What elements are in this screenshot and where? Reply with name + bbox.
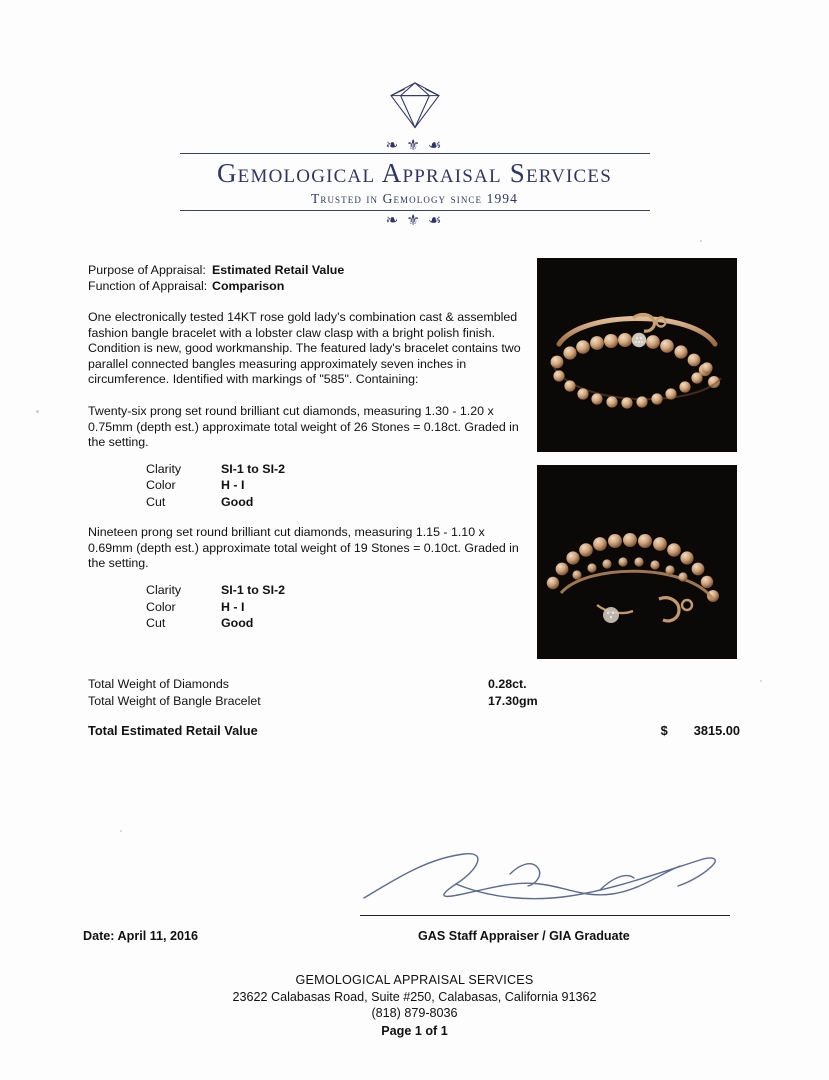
bracelet-photo-top <box>537 258 737 452</box>
spec-row <box>146 494 528 511</box>
bracelet-image-bottom <box>537 465 737 659</box>
weight-totals <box>88 676 738 709</box>
color-value: H - I <box>221 478 245 493</box>
header-flourish-bottom: ❧ ⚜ ☙ <box>385 212 444 230</box>
purpose-label: Purpose of Appraisal: <box>88 263 206 277</box>
diamond-group-two-description: Nineteen prong set round brilliant cut diamonds, measuring 1.15 - 1.10 x 0.69mm (depth est.) approximate total weight of 19 Stones = 0.10ct. Graded in the setting. <box>88 525 519 571</box>
color-label: Color <box>146 478 176 493</box>
bracelet-photo-bottom <box>537 465 737 659</box>
clarity-label: Clarity <box>146 461 182 476</box>
bracelet-image-top <box>537 258 737 452</box>
total-row <box>88 693 738 710</box>
total-diamond-weight-label: Total Weight of Diamonds <box>88 677 229 691</box>
function-value: Comparison <box>212 279 285 293</box>
footer-address: 23622 Calabasas Road, Suite #250, Calabasas, California 91362 <box>232 989 597 1004</box>
spec-row <box>146 582 528 599</box>
footer-page-number: Page 1 of 1 <box>381 1023 448 1038</box>
signature-area <box>360 840 730 920</box>
color-value: H - I <box>221 599 245 614</box>
diamond-group-one-description: Twenty-six prong set round brilliant cut diamonds, measuring 1.30 - 1.20 x 0.75mm (depth est.) approximate total weight of 26 Stones = 0.18ct. Graded in the setting. <box>88 403 519 450</box>
grand-total-label: Total Estimated Retail Value <box>88 723 258 738</box>
clarity-label: Clarity <box>146 583 182 598</box>
cut-value: Good <box>221 616 254 631</box>
clarity-value: SI-1 to SI-2 <box>221 583 286 598</box>
total-diamond-weight-value: 0.28ct. <box>488 677 527 691</box>
color-label: Color <box>146 599 176 614</box>
spec-row <box>146 599 528 616</box>
signature-caption: GAS Staff Appraiser / GIA Graduate <box>418 929 630 943</box>
spec-row <box>146 477 528 494</box>
company-tagline: Trusted in Gemology since 1994 <box>311 191 518 207</box>
header-rule-bottom <box>180 210 650 211</box>
appraisal-body <box>88 262 528 632</box>
scan-speck <box>700 240 702 242</box>
diamond-group-one-specs <box>146 461 528 511</box>
signature-line <box>360 915 730 916</box>
purpose-row <box>88 262 528 278</box>
scan-speck <box>120 830 122 832</box>
function-label: Function of Appraisal: <box>88 279 208 293</box>
cut-label: Cut <box>146 616 166 631</box>
footer-company: GEMOLOGICAL APPRAISAL SERVICES <box>295 973 534 987</box>
total-bracelet-weight-label: Total Weight of Bangle Bracelet <box>88 693 261 708</box>
signature-mark <box>360 840 730 912</box>
total-row <box>88 676 738 693</box>
company-name: Gemological Appraisal Services <box>216 158 613 188</box>
cut-label: Cut <box>146 494 166 509</box>
currency-symbol: $ <box>660 723 668 738</box>
diamond-group-two-specs <box>146 582 528 632</box>
grand-total-value: 3815.00 <box>693 723 740 738</box>
function-row <box>88 278 528 294</box>
spec-row <box>146 461 528 478</box>
document-header <box>0 78 829 228</box>
appraisal-date <box>83 929 198 943</box>
document-footer <box>0 972 829 1039</box>
purpose-value: Estimated Retail Value <box>212 263 345 277</box>
header-flourish-top: ❧ ⚜ ☙ <box>385 137 444 154</box>
total-bracelet-weight-value: 17.30gm <box>488 693 538 708</box>
date-value: April 11, 2016 <box>117 929 199 943</box>
date-label: Date: <box>83 929 115 943</box>
scan-speck <box>36 410 39 413</box>
clarity-value: SI-1 to SI-2 <box>221 461 286 476</box>
footer-phone: (818) 879-8036 <box>371 1006 458 1020</box>
diamond-icon <box>367 78 463 134</box>
item-description: One electronically tested 14KT rose gold lady's combination cast & assembled fashion bangle bracelet with a lobster claw clasp with a bright polish finish. Condition is new, good workmanship. The featured lady's bracelet contains two parallel connected bangles measuring approximately seven inches in circumference. Identified with markings of "585". Containing: <box>88 310 521 387</box>
scan-speck <box>760 680 762 682</box>
cut-value: Good <box>221 494 254 509</box>
grand-total-row <box>88 723 740 738</box>
spec-row <box>146 615 528 632</box>
